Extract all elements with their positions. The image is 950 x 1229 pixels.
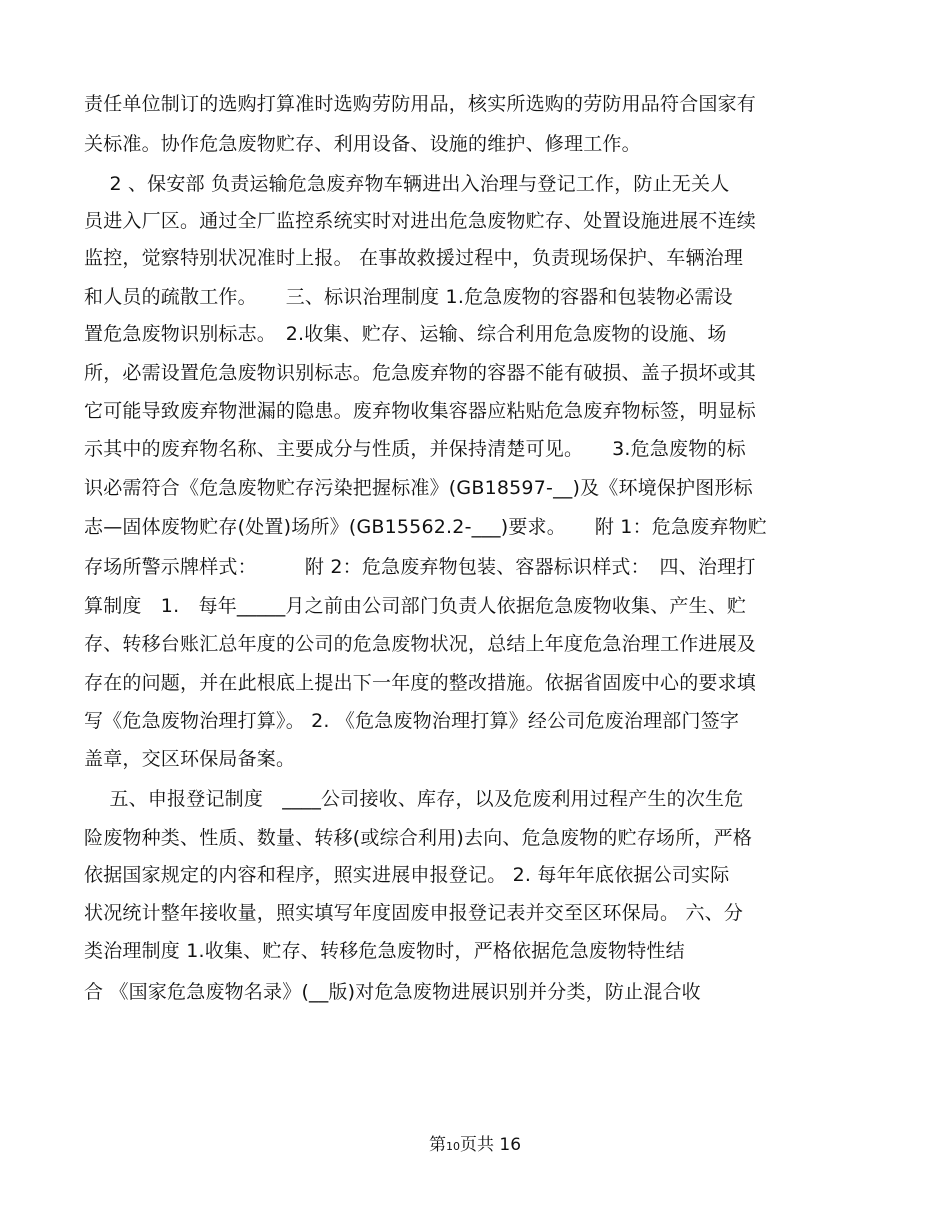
text-line: 关标准。协作危急废物贮存、利用设备、设施的维护、修理工作。 (84, 133, 641, 155)
text-line: 状况统计整年接收量，照实填写年度固废申报登记表并交至区环保局。 六、分 (84, 902, 744, 924)
text-line: 存场所警示牌样式： 附 2：危急废弃物包装、容器标识样式： 四、治理打 (84, 556, 756, 578)
text-line: 存、转移台账汇总年度的公司的危急废物状况，总结上年度危急治理工作进展及 (84, 633, 757, 655)
page-footer (0, 1134, 950, 1158)
page-label-suffix: 页共 16 (459, 1135, 522, 1155)
text-line: 监控，觉察特别状况准时上报。 在事故救援过程中，负责现场保护、车辆治理 (84, 247, 744, 269)
page-number: 10 (445, 1140, 460, 1153)
text-line: 盖章，交区环保局备案。 (84, 748, 296, 770)
text-line: 志—固体废物贮存(处置)场所》(GB15562.2-___)要求。 附 1：危急废弃物贮 (84, 516, 767, 538)
text-line: 写《危急废物治理打算》。 2. 《危急废物治理打算》经公司危废治理部门签字 (84, 710, 740, 732)
text-line: 合 《国家危急废物名录》(__版)对危急废物进展识别并分类，防止混合收 (84, 981, 701, 1003)
text-line: 2 、保安部 负责运输危急废弃物车辆进出入治理与登记工作，防止无关人 (84, 173, 730, 195)
text-line: 置危急废物识别标志。 2.收集、贮存、运输、综合利用危急废物的设施、场 (84, 323, 727, 345)
text-line: 责任单位制订的选购打算准时选购劳防用品，核实所选购的劳防用品符合国家有 (84, 93, 757, 115)
page-label-prefix: 第 (428, 1135, 446, 1155)
text-line: 它可能导致废弃物泄漏的隐患。废弃物收集容器应粘贴危急废弃物标签，明显标 (84, 400, 757, 422)
text-line: 所，必需设置危急废物识别标志。危急废弃物的容器不能有破损、盖子损坏或其 (84, 362, 757, 384)
text-line: 险废物种类、性质、数量、转移(或综合利用)去向、危急废物的贮存场所，严格 (84, 827, 753, 849)
text-line: 示其中的废弃物名称、主要成分与性质，并保持清楚可见。 3.危急废物的标 (84, 438, 746, 460)
text-line: 五、申报登记制度 ____公司接收、库存，以及危废利用过程产生的次生危 (84, 788, 744, 810)
text-line: 识必需符合《危急废物贮存污染把握标准》(GB18597-__)及《环境保护图形标 (84, 477, 753, 499)
text-line: 算制度 1. 每年_____月之前由公司部门负责人依据危急废物收集、产生、贮 (84, 595, 747, 617)
text-line: 类治理制度 1.收集、贮存、转移危急废物时，严格依据危急废物特性结 (84, 940, 685, 962)
text-line: 和人员的疏散工作。 三、标识治理制度 1.危急废物的容器和包装物必需设 (84, 286, 733, 308)
text-line: 依据国家规定的内容和程序，照实进展申报登记。 2. 每年年底依据公司实际 (84, 864, 730, 886)
text-line: 存在的问题，并在此根底上提出下一年度的整改措施。依据省固废中心的要求填 (84, 672, 757, 694)
text-line: 员进入厂区。通过全厂监控系统实时对进出危急废物贮存、处置设施进展不连续 (84, 210, 757, 232)
